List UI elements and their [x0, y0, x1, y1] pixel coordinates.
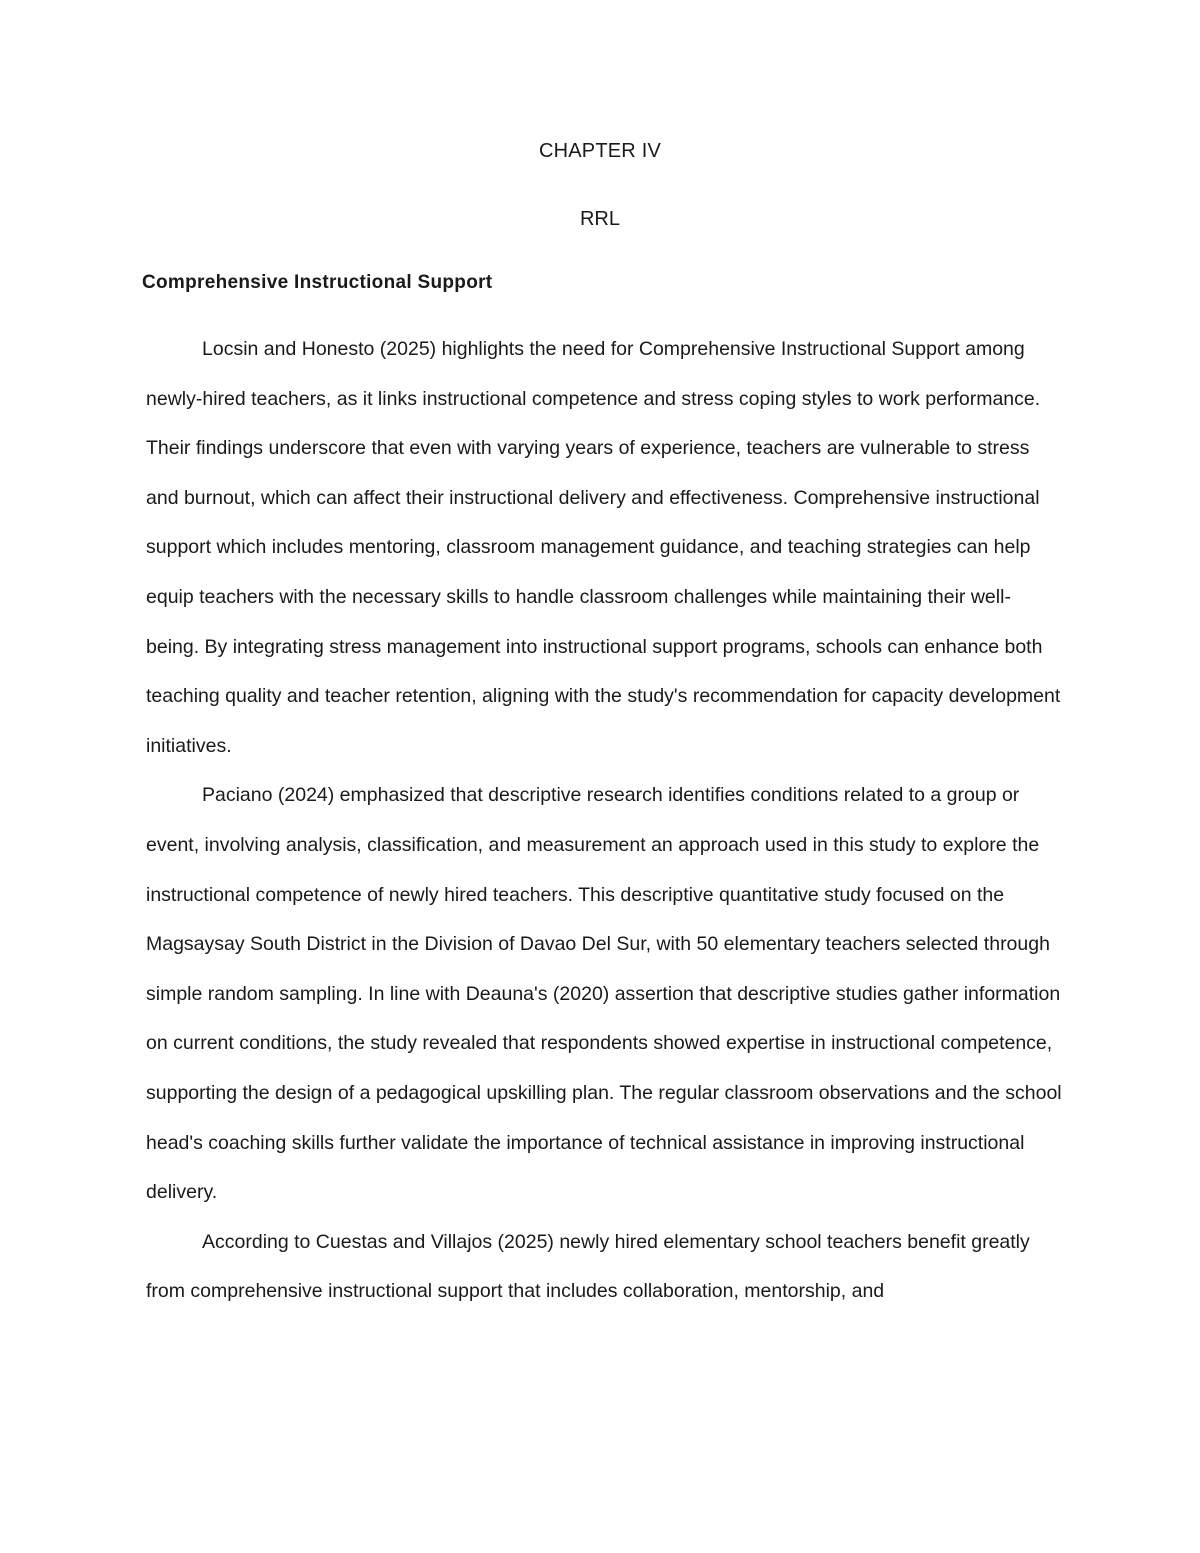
chapter-title: CHAPTER IV [538, 140, 662, 162]
body-text [146, 325, 1062, 1317]
paragraph-locsin-honesto: Locsin and Honesto (2025) highlights the need for Comprehensive Instructional Support among newly-hired teachers, as it links instructional competence and stress coping styles to work performance. Their findings underscore that even with varying years of experience, teachers are vulnerable to stress and burnout, which can affect their instructional delivery and effectiveness. Comprehensive instructional support which includes mentoring, classroom management guidance, and teaching strategies can help equip teachers with the necessary skills to handle classroom challenges while maintaining their well-being. By integrating stress management into instructional support programs, schools can enhance both teaching quality and teacher retention, aligning with the study's recommendation for capacity development initiatives. [146, 338, 1061, 757]
chapter-subtitle: RRL [579, 208, 620, 230]
section-heading: Comprehensive Instructional Support [142, 272, 493, 293]
paragraph-cuestas-villajos: According to Cuestas and Villajos (2025) newly hired elementary school teachers benefit greatly from comprehensive instructional support that includes collaboration, mentorship, and [146, 1230, 1030, 1303]
paragraph-paciano: Paciano (2024) emphasized that descriptive research identifies conditions related to a group or event, involving analysis, classification, and measurement an approach used in this study to explore the instructional competence of newly hired teachers. This descriptive quantitative study focused on the Magsaysay South District in the Division of Davao Del Sur, with 50 elementary teachers selected through simple random sampling. In line with Deauna's (2020) assertion that descriptive studies gather information on current conditions, the study revealed that respondents showed expertise in instructional competence, supporting the design of a pedagogical upskilling plan. The regular classroom observations and the school head's coaching skills further validate the importance of technical assistance in improving instructional delivery. [146, 784, 1062, 1204]
